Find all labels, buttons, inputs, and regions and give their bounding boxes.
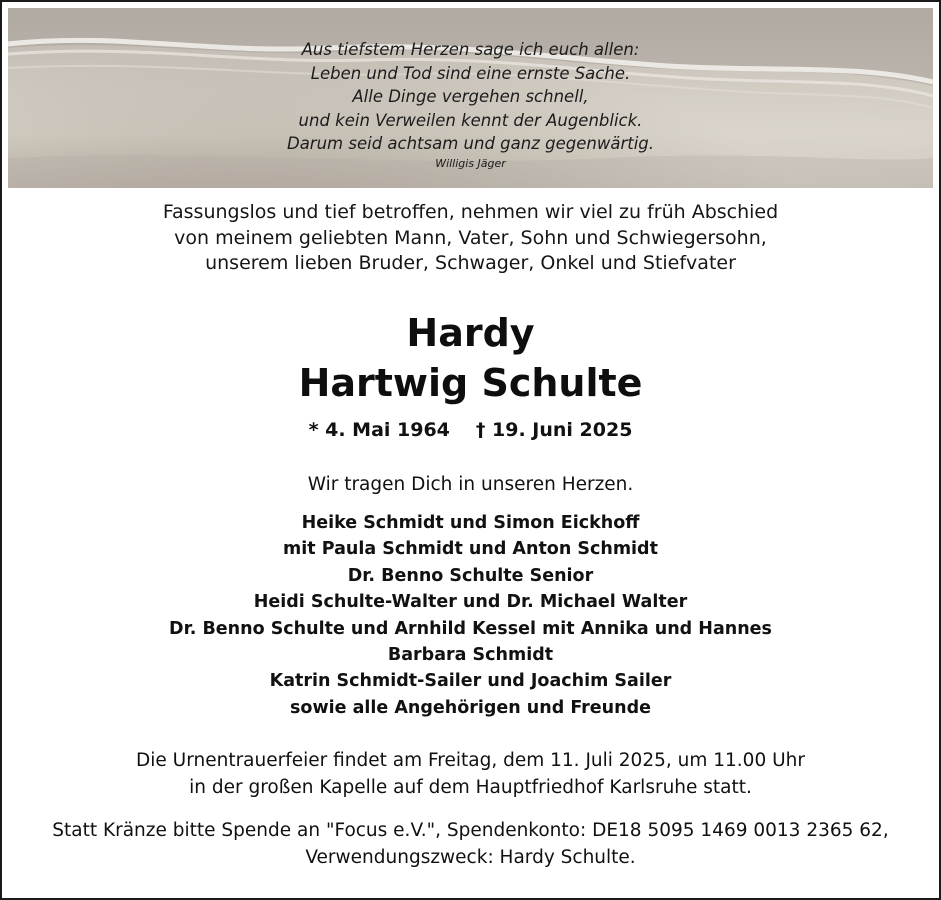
mourner-line: Dr. Benno Schulte und Arnhild Kessel mit Annika und Hannes: [169, 618, 772, 639]
donation-line: Verwendungszweck: Hardy Schulte.: [305, 847, 636, 868]
quote-block: [8, 38, 933, 172]
mourners-list: [2, 510, 939, 721]
donation-line: Statt Kränze bitte Spende an "Focus e.V.", Spendenkonto: DE18 5095 1469 0013 2365 62,: [52, 820, 889, 841]
quote-line: Aus tiefstem Herzen sage ich euch allen:: [301, 40, 640, 59]
intro-line: unserem lieben Bruder, Schwager, Onkel und Stiefvater: [205, 252, 736, 274]
intro-line: Fassungslos und tief betroffen, nehmen wir viel zu früh Abschied: [162, 201, 779, 223]
death-date: † 19. Juni 2025: [475, 419, 633, 441]
quote-line: Leben und Tod sind eine ernste Sache.: [310, 63, 631, 83]
deceased-full-name: Hartwig Schulte: [298, 361, 643, 405]
quote-line: Alle Dinge vergehen schnell,: [352, 87, 589, 106]
mourner-line: Katrin Schmidt-Sailer und Joachim Sailer: [269, 671, 672, 692]
quote-line: Darum seid achtsam und ganz gegenwärtig.: [286, 134, 654, 153]
life-dates: [2, 417, 939, 443]
birth-date: * 4. Mai 1964: [308, 419, 450, 441]
deceased-name: [2, 308, 939, 408]
mourner-line: Heike Schmidt und Simon Eickhoff: [301, 513, 640, 533]
mourner-line: sowie alle Angehörigen und Freunde: [290, 697, 651, 718]
funeral-info: [2, 747, 939, 801]
motto-text: Wir tragen Dich in unseren Herzen.: [307, 474, 634, 495]
donation-info: [2, 817, 939, 871]
intro-line: von meinem geliebten Mann, Vater, Sohn und Schwiegersohn,: [174, 226, 767, 249]
mourner-line: mit Paula Schmidt und Anton Schmidt: [283, 539, 658, 560]
intro-text: [2, 200, 939, 277]
quote-author: Willigis Jäger: [435, 156, 506, 170]
quote-line: und kein Verweilen kennt der Augenblick.: [298, 110, 643, 130]
mourner-line: Dr. Benno Schulte Senior: [347, 565, 594, 586]
deceased-nickname: Hardy: [406, 311, 535, 355]
mourner-line: Barbara Schmidt: [387, 645, 554, 666]
funeral-line: in der großen Kapelle auf dem Hauptfriedhof Karlsruhe statt.: [189, 777, 752, 798]
beach-photo-header: [8, 8, 933, 188]
mourner-line: Heidi Schulte-Walter und Dr. Michael Walter: [253, 592, 688, 613]
funeral-line: Die Urnentrauerfeier findet am Freitag, dem 11. Juli 2025, um 11.00 Uhr: [136, 750, 805, 771]
